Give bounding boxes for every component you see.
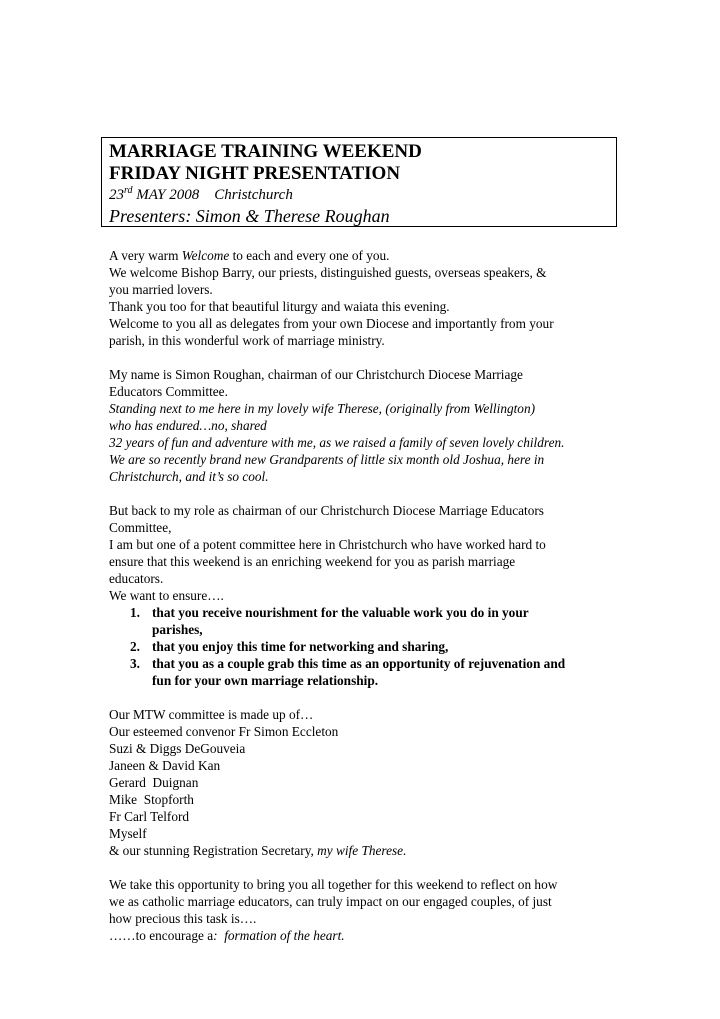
committee-member: Suzi & Diggs DeGouveia (109, 741, 246, 756)
date-day: 23 (109, 187, 124, 203)
paragraph-line: We take this opportunity to bring you all together for this weekend to reflect on how (109, 877, 558, 892)
paragraph-line: you married lovers. (109, 282, 213, 297)
event-date (109, 185, 609, 205)
title-box (101, 137, 617, 227)
paragraph-line: We want to ensure…. (109, 588, 224, 603)
italic-line: Christchurch, and it’s so cool. (109, 469, 269, 484)
italic-line: We are so recently brand new Grandparents of little six month old Joshua, here in (109, 452, 545, 467)
presenters: Presenters: Simon & Therese Roughan (109, 206, 390, 226)
goal-text: parishes, (152, 622, 203, 637)
body-text (109, 247, 615, 944)
goal-text: that you enjoy this time for networking and sharing, (152, 639, 449, 654)
welcome-post: to each and every one of you. (229, 248, 390, 263)
goal-text: fun for your own marriage relationship. (152, 673, 379, 688)
goals-list (109, 604, 615, 689)
paragraph-line: Thank you too for that beautiful liturgy and waiata this evening. (109, 299, 450, 314)
paragraph-line: I am but one of a potent committee here in Christchurch who have worked hard to (109, 537, 546, 552)
secretary-label: & our stunning Registration Secretary, (109, 843, 318, 858)
title-line-1: MARRIAGE TRAINING WEEKEND (109, 141, 422, 162)
closing-line (109, 927, 615, 944)
closing-italic: : formation of the heart. (213, 928, 345, 943)
committee-intro: Our MTW committee is made up of… (109, 707, 314, 722)
committee-member: Janeen & David Kan (109, 758, 221, 773)
welcome-pre: A very warm (109, 248, 182, 263)
goal-number: 1. (130, 605, 140, 620)
closing-pre: ……to encourage a (109, 928, 214, 943)
goal-item (109, 655, 615, 689)
committee-member: Mike Stopforth (109, 792, 194, 807)
secretary-name: my wife Therese. (317, 843, 407, 858)
committee-member: Fr Carl Telford (109, 809, 190, 824)
goal-text: that you as a couple grab this time as an opportunity of rejuvenation and (152, 656, 566, 671)
paragraph-line: we as catholic marriage educators, can truly impact on our engaged couples, of just (109, 894, 552, 909)
date-suffix: rd (124, 185, 133, 196)
title-line-2: FRIDAY NIGHT PRESENTATION (109, 163, 401, 184)
goal-number: 2. (130, 639, 140, 654)
paragraph-line: how precious this task is…. (109, 911, 257, 926)
registration-secretary (109, 842, 615, 859)
italic-line: Standing next to me here in my lovely wife Therese, (originally from Wellington) (109, 401, 536, 416)
paragraph-line: ensure that this weekend is an enriching weekend for you as parish marriage (109, 554, 516, 569)
committee-member: Myself (109, 826, 147, 841)
italic-line: who has endured…no, shared (109, 418, 267, 433)
goal-number: 3. (130, 656, 140, 671)
paragraph-line: We welcome Bishop Barry, our priests, distinguished guests, overseas speakers, & (109, 265, 547, 280)
committee-member: Our esteemed convenor Fr Simon Eccleton (109, 724, 339, 739)
welcome-word: Welcome (181, 248, 230, 263)
paragraph-line: Welcome to you all as delegates from your own Diocese and importantly from your (109, 316, 554, 331)
paragraph-line: My name is Simon Roughan, chairman of our Christchurch Diocese Marriage (109, 367, 523, 382)
goal-item (109, 604, 615, 638)
goal-item (109, 638, 615, 655)
welcome-line (109, 247, 615, 264)
date-rest: MAY 2008 Christchurch (132, 187, 293, 203)
committee-member: Gerard Duignan (109, 775, 199, 790)
paragraph-line: Committee, (109, 520, 172, 535)
paragraph-line: Educators Committee. (109, 384, 228, 399)
goal-text: that you receive nourishment for the valuable work you do in your (152, 605, 529, 620)
italic-line: 32 years of fun and adventure with me, as we raised a family of seven lovely children. (109, 435, 565, 450)
paragraph-line: parish, in this wonderful work of marriage ministry. (109, 333, 385, 348)
paragraph-line: educators. (109, 571, 164, 586)
paragraph-line: But back to my role as chairman of our Christchurch Diocese Marriage Educators (109, 503, 544, 518)
